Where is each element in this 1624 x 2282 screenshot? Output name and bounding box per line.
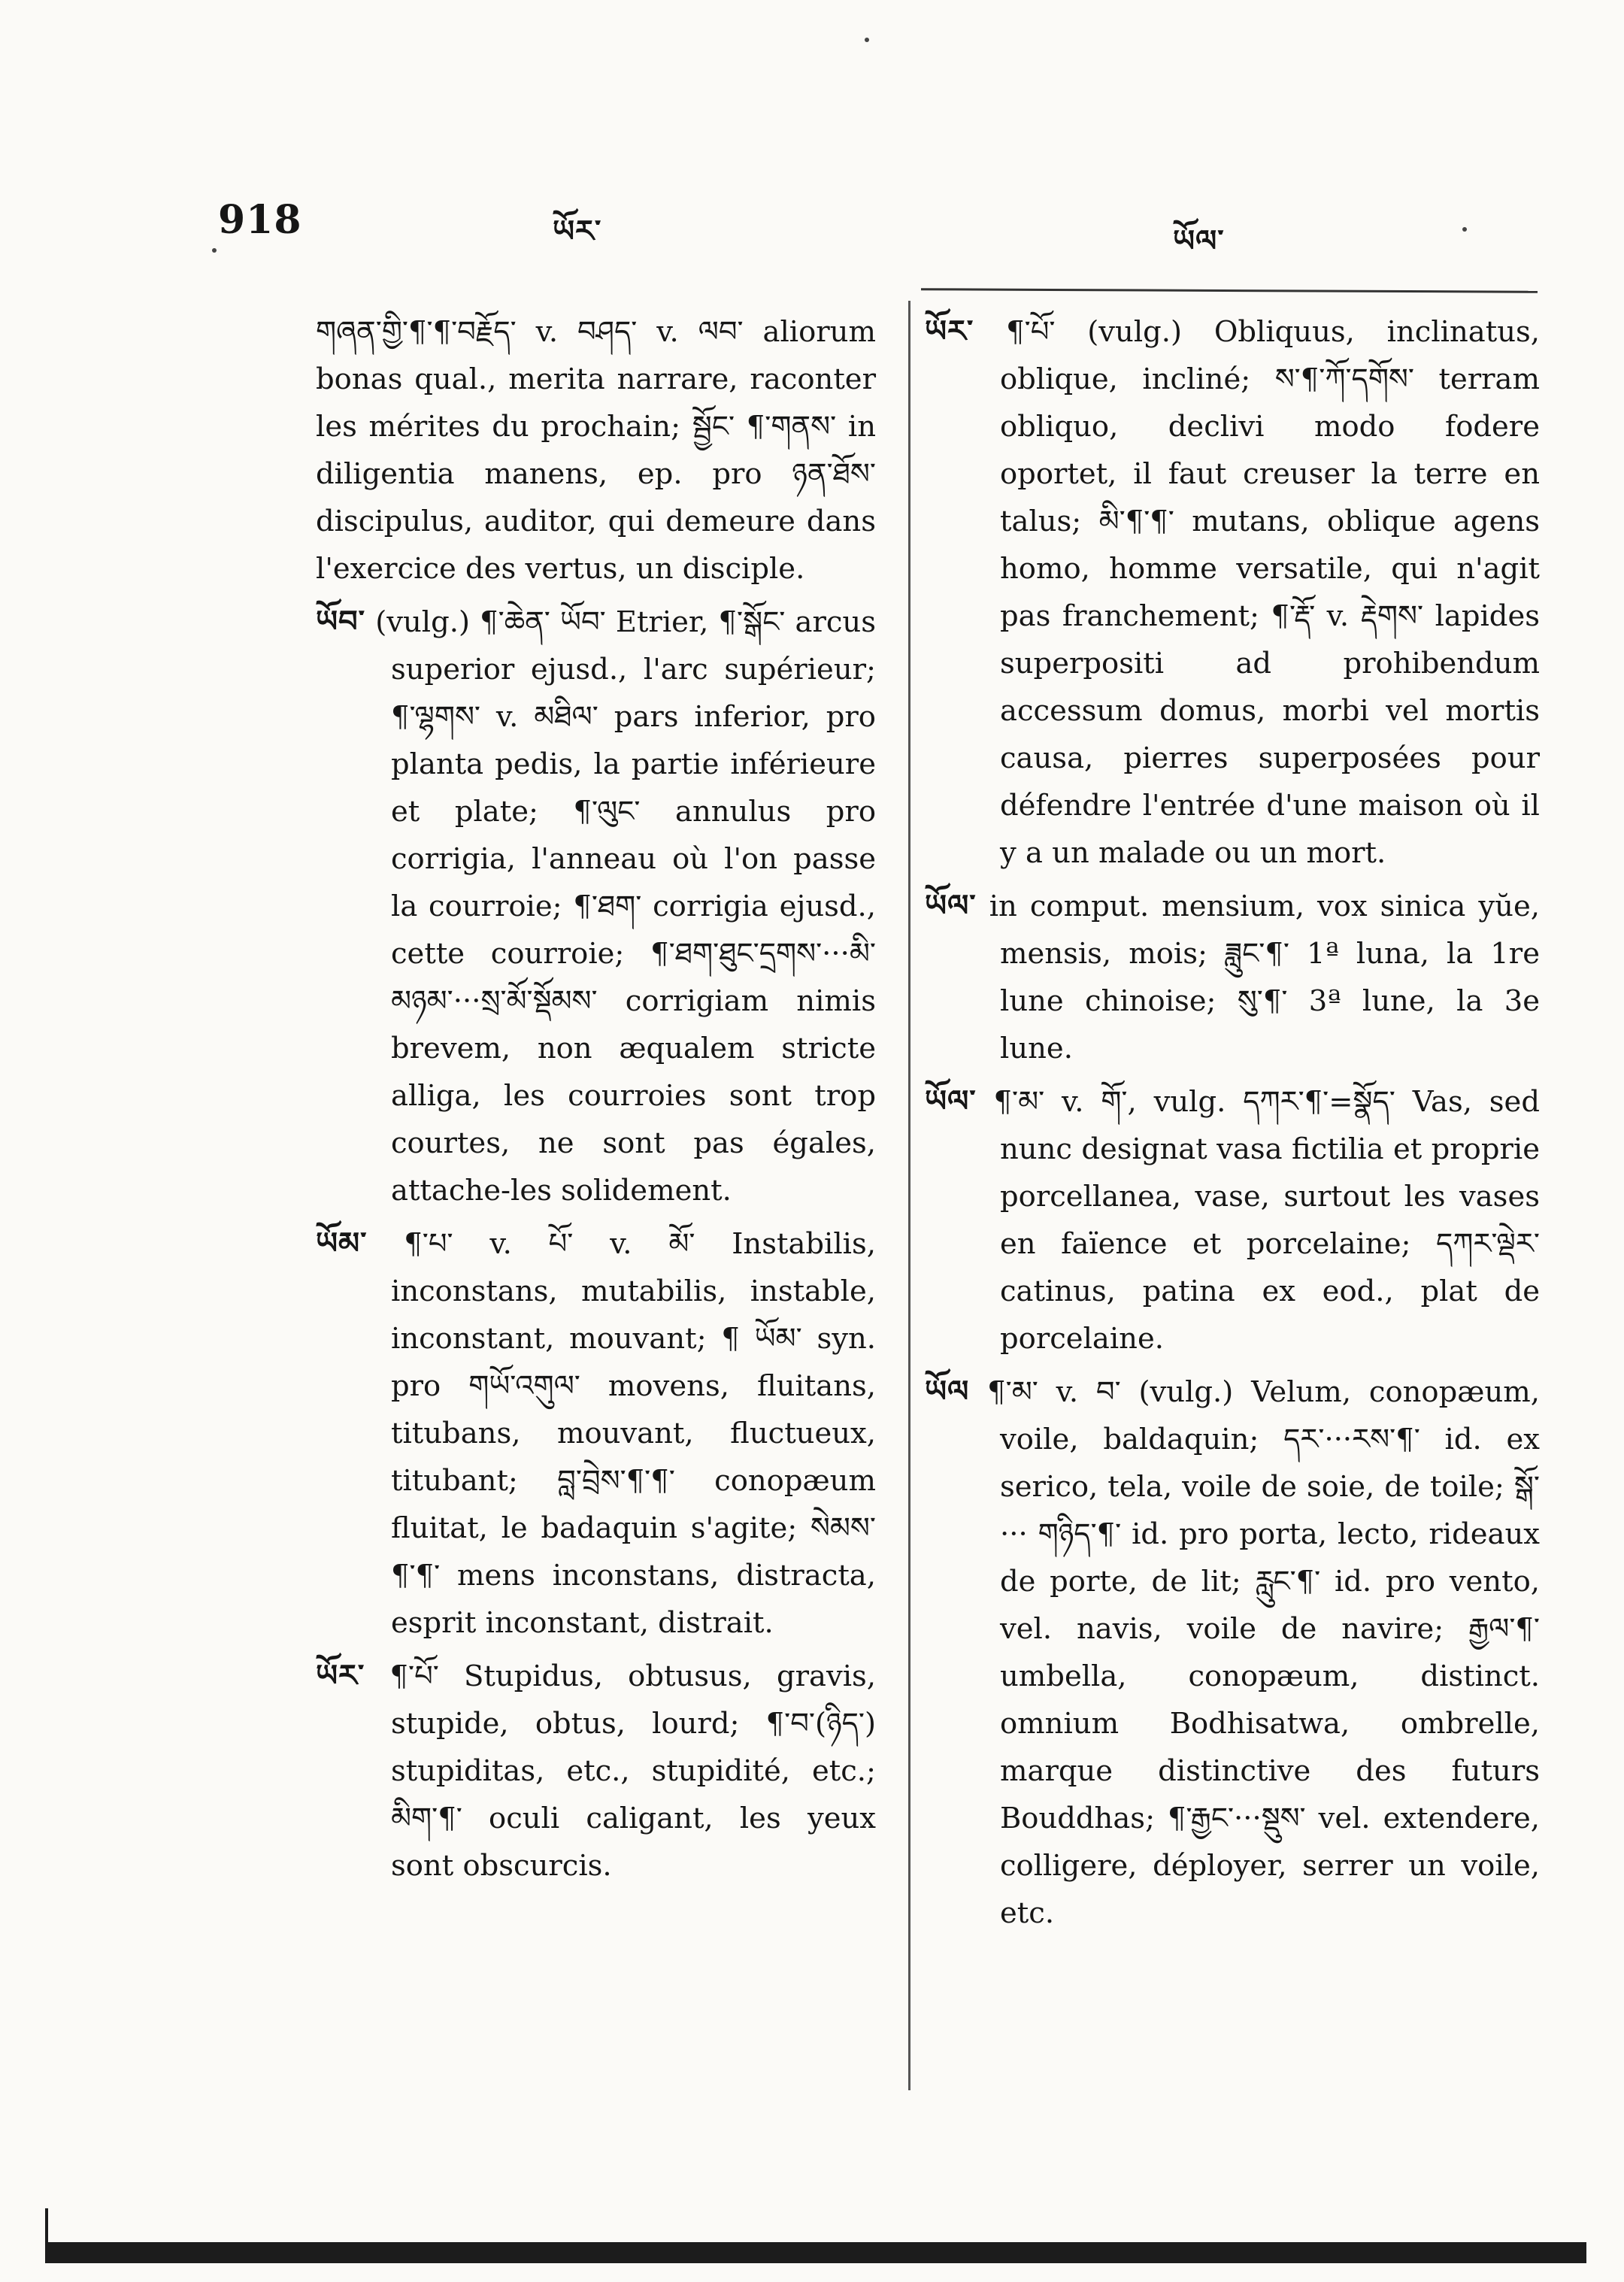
entry-text: ¶་མ་ v. བ་ (vulg.) Velum, conopæum, voile, baldaquin; དར་···རས་¶་ id. ex serico, tela, voile de soie, de toile; སྒོ་··· གཉིད་¶་ id. pro porta, lecto, rideaux de porte, de lit; རླུང་¶་ id. pro vento, vel. navis, voile de navire; རྒྱལ་¶་ umbella, conopæum, distinct. omnium Bodhisatwa, ombrelle, marque distinctive des futurs Bouddhas; ¶་རྒྱང་···སྡུས་ vel. extendere, colligere, déployer, serrer un voile, etc. [987,1375,1540,1930]
headword: ཡོལ [925,1374,970,1409]
running-head-left: ཡོར་ [553,214,602,249]
headword: ཡོལ་ [925,1084,977,1119]
entry-yol-veil [925,1368,1540,1937]
entry-yor [316,1653,876,1890]
entry-yol-vase [925,1078,1540,1362]
top-rule [921,288,1538,293]
headword: ཡོར་ [316,1659,365,1693]
entry-yor-oblique [925,308,1540,877]
entry-text: ¶་པོ་ Stupidus, obtusus, gravis, stupide, obtus, lourd; ¶་བ་(ཉིད་) stupiditas, etc., stupidité, etc.; མིག་¶་ oculi caligant, les yeux sont obscurcis. [389,1659,876,1883]
headword: ཡོམ་ [316,1226,368,1261]
headword: ཡོལ་ [925,889,977,923]
entry-yob [316,599,876,1214]
entry-text: (vulg.) ¶་ཆེན་ ཡོབ་ Etrier, ¶་སྒོང་ arcus superior ejusd., l'arc supérieur; ¶་ལྷགས་ v. མཐིལ་ pars inferior, pro planta pedis, la partie inférieure et plate; ¶་ལུང་ annulus pro corrigia, l'anneau où l'on passe la courroie; ¶་ཐག་ corrigia ejusd., cette courroie; ¶་ཐག་ཐུང་དྲགས་···མི་མཉམ་···སྲ་མོ་སྡོམས་ corrigiam nimis brevem, non æqualem stricte alliga, les courroies sont trop courtes, ne sont pas égales, attache-les solidement. [375,605,876,1208]
entry-yom [316,1220,876,1647]
entry-text: ¶་མ་ v. གོ་, vulg. དཀར་¶་=སྣོད་ Vas, sed nunc designat vasa fictilia et proprie porcellanea, vase, surtout les vases en faïence et porcelaine; དཀར་ལྡེར་ catinus, patina ex eod., plat de porcelaine. [993,1085,1540,1356]
entry-yol-month [925,883,1540,1072]
entry-text: in comput. mensium, vox sinica yŭe, mensis, mois; ཟླུང་¶་ 1ª luna, la 1re lune chinoise; སུ་¶་ 3ª lune, la 3e lune. [989,889,1540,1065]
scan-speck [865,38,869,42]
headword: ཡོར་ [925,314,974,349]
left-column [316,308,876,1896]
page-bottom-band [45,2242,1586,2263]
column-divider [908,301,910,2090]
entry-text: གཞན་གྱི་¶་¶་བརྗོད་ v. བཤད་ v. ལབ་ aliorum bonas qual., merita narrare, raconter les mérites du prochain; སྦྱོང་ ¶་གནས་ in diligentia manens, ep. pro ཉན་ཐོས་ discipulus, auditor, qui demeure dans l'exercice des vertus, un disciple. [316,315,876,586]
entry-text: ¶་པ་ v. པོ་ v. མོ་ Instabilis, inconstans, mutabilis, instable, inconstant, mouvant; ¶ ཡོམ་ syn. pro གཡོ་འགུལ་ movens, fluitans, titubans, mouvant, fluctueux, titubant; བླ་བྲེས་¶་¶་ conopæum fluitat, le badaquin s'agite; སེམས་¶་¶་ mens inconstans, distracta, esprit inconstant, distrait. [391,1227,876,1640]
page-number: 918 [218,197,302,243]
scan-speck [212,248,217,253]
entry-continuation [316,308,876,592]
entry-text: ¶་པོ་ (vulg.) Obliquus, inclinatus, oblique, incliné; ས་¶་ཀོ་དགོས་ terram obliquo, declivi modo fodere oportet, il faut creuser la terre en talus; མི་¶་¶་ mutans, oblique agens homo, homme versatile, qui n'agit pas franchement; ¶་རྡོ་ v. རྡེགས་ lapides superpositi ad prohibendum accessum domus, morbi vel mortis causa, pierres superposées pour défendre l'entrée d'une maison où il y a un malade ou un mort. [1000,315,1540,870]
right-column [925,308,1540,1943]
scan-speck [1462,227,1467,232]
running-head-right: ཡོལ་ [1173,224,1225,259]
headword: ཡོབ་ [316,605,366,639]
